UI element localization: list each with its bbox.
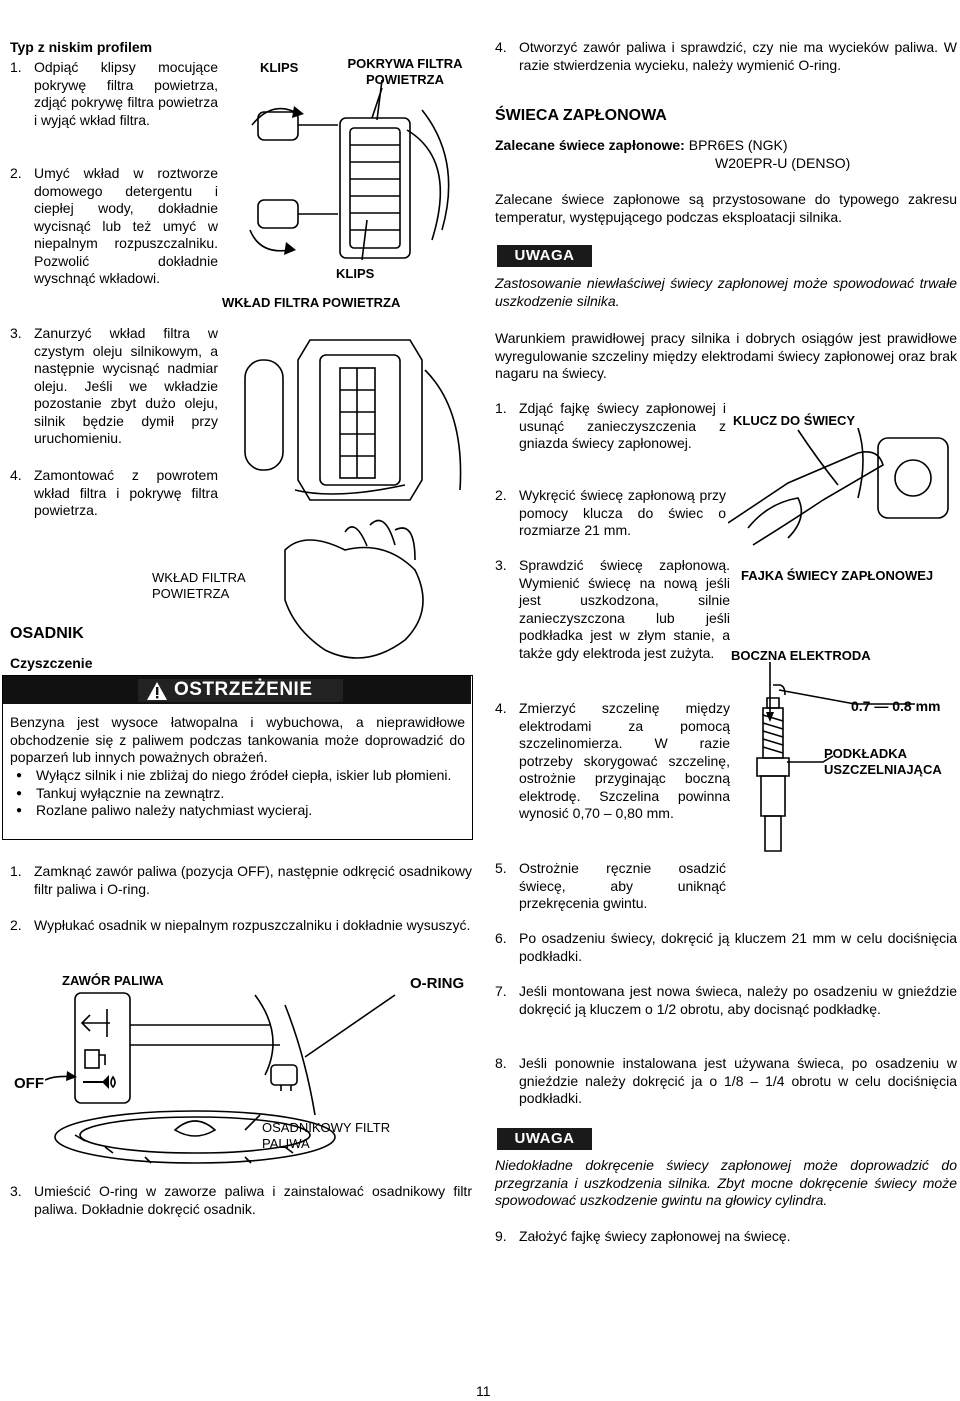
- warning-bullets: [12, 767, 476, 820]
- cleaning-subtitle: Czyszczenie: [10, 655, 93, 671]
- label-o-ring: O-RING: [410, 975, 465, 992]
- spark-plug-intro: Warunkiem prawidłowej pracy silnika i dobrych osiągów jest prawidłowe wyregulowanie szczeliny między elektrodami świecy zapłonowej oraz brak nagaru na świecy.: [495, 330, 957, 381]
- recommended-text: Zalecane świece zapłonowe są przystosowane do typowego zakresu temperatur, występującego podczas eksploatacji silnika.: [495, 191, 957, 225]
- label-filter-cover: POKRYWA FILTRA POWIETRZA: [347, 56, 463, 87]
- label-filter-element-1: WKŁAD FILTRA POWIETRZA: [222, 295, 401, 310]
- air-cleaner-cover-illustration: [232, 70, 482, 295]
- low-profile-title: Typ z niskim profilem: [10, 39, 153, 55]
- air-step-2: 2. Umyć wkład w roztworze domowego detergentu i ciepłej wody, dokładnie wycisnąć lub też umyć w niepalnym rozpuszczalniku. Pozwolić dokładnie wyschnąć wkładowi.: [10, 165, 218, 286]
- spark-step-5: 5. Ostrożnie ręcznie osadzić świecę, aby uniknąć przekręcenia gwintu.: [495, 860, 726, 911]
- spark-plug-title: ŚWIECA ZAPŁONOWA: [495, 107, 667, 124]
- label-klips-top: KLIPS: [260, 60, 299, 75]
- spark-step-7: 7. Jeśli montowana jest nowa świeca, należy po osadzeniu w gnieździe dokręcić ją kluczem o 1/2 obrotu, aby docisnąć podkładkę.: [495, 983, 957, 1017]
- warning-title: OSTRZEŻENIE: [174, 679, 313, 700]
- cup-step-4: 4. Otworzyć zawór paliwa i sprawdzić, czy nie ma wycieków paliwa. W razie stwierdzenia wycieku, należy wymienić O-ring.: [495, 39, 957, 73]
- sediment-cup-title: OSADNIK: [10, 625, 84, 642]
- label-sealing-washer: PODKŁADKA USZCZELNIAJĄCA: [824, 746, 942, 777]
- cup-step-1: 1. Zamknąć zawór paliwa (pozycja OFF), następnie odkręcić osadnikowy filtr paliwa i O-ring.: [10, 863, 472, 897]
- spark-step-1: 1. Zdjąć fajkę świecy zapłonowej i usunąć zanieczyszczenia z gniazda świecy zapłonowej.: [495, 400, 726, 451]
- label-filter-element-2: WKŁAD FILTRA POWIETRZA: [152, 570, 245, 601]
- air-step-3: 3. Zanurzyć wkład filtra w czystym oleju silnikowym, a następnie wycisnąć nadmiar oleju. Jeśli we wkładzie pozostanie zbyt dużo oleju, silnik będzie dymił przy uruchomieniu.: [10, 325, 218, 446]
- label-plug-cap: FAJKA ŚWIECY ZAPŁONOWEJ: [741, 568, 934, 583]
- cup-step-2: 2. Wypłukać osadnik w niepalnym rozpuszczalniku i dokładnie wysuszyć.: [10, 917, 471, 933]
- warning-text: Benzyna jest wysoce łatwopalna i wybuchowa, a nieprawidłowe obchodzenie się z paliwem podczas tankowania może doprowadzić do poparzeń lub innych poważnych obrażeń.: [10, 714, 465, 765]
- spark-step-9: 9. Założyć fajkę świecy zapłonowej na świecę.: [495, 1228, 791, 1244]
- label-sediment-cup: OSADNIKOWY FILTR PALIWA: [262, 1120, 391, 1151]
- page-number: 11: [476, 1383, 491, 1399]
- spark-step-2: 2. Wykręcić świecę zapłonową przy pomocy klucza do świec o rozmiarze 21 mm.: [495, 487, 726, 538]
- label-side-electrode: BOCZNA ELEKTRODA: [731, 648, 871, 663]
- notice-badge-2: UWAGA: [497, 1128, 592, 1150]
- air-step-4: 4. Zamontować z powrotem wkład filtra i pokrywę filtra powietrza.: [10, 467, 218, 518]
- warning-bullet: ● Wyłącz silnik i nie zbliżaj do niego źródeł ciepła, iskier lub płomieni.: [36, 767, 476, 785]
- notice-badge-1: UWAGA: [497, 245, 592, 267]
- spark-plug-illustration: [735, 660, 935, 855]
- label-fuel-valve: ZAWÓR PALIWA: [62, 973, 164, 988]
- recommended-plugs: Zalecane świece zapłonowe: BPR6ES (NGK): [495, 137, 788, 153]
- air-filter-element-illustration: [235, 320, 480, 675]
- warning-triangle-icon: [146, 681, 168, 701]
- warning-bullet: ● Rozlane paliwo należy natychmiast wycieraj.: [36, 802, 476, 820]
- spark-step-8: 8. Jeśli ponownie instalowana jest używana świeca, po osadzeniu w gnieździe należy dokręcić ja o 1/8 – 1/4 obrotu w celu dociśnięcia podkładki.: [495, 1055, 957, 1106]
- notice-text-2: Niedokładne dokręcenie świecy zapłonowej może doprowadzić do przegrzania i uszkodzenia silnika. Zbyt mocne dokręcenie świecy może spowodować uszkodzenie gwintu na głowicy cylindra.: [495, 1157, 957, 1208]
- notice-text-1: Zastosowanie niewłaściwej świecy zapłonowej może spowodować trwałe uszkodzenie silnika.: [495, 275, 957, 309]
- label-plug-wrench: KLUCZ DO ŚWIECY: [733, 413, 856, 428]
- label-off: OFF: [14, 1075, 44, 1092]
- label-klips-bottom: KLIPS: [336, 266, 375, 281]
- fuel-valve-illustration: [45, 985, 465, 1170]
- air-step-1: 1. Odpiąć klipsy mocujące pokrywę filtra powietrza, zdjąć pokrywę filtra powietrza i wyjąć wkład filtra.: [10, 59, 218, 128]
- recommended-plug-2: W20EPR-U (DENSO): [715, 155, 851, 171]
- spark-plug-wrench-illustration: [728, 428, 960, 548]
- warning-bullet: ● Tankuj wyłącznie na zewnątrz.: [36, 785, 476, 803]
- spark-step-6: 6. Po osadzeniu świecy, dokręcić ją kluczem 21 mm w celu dociśnięcia podkładki.: [495, 930, 957, 964]
- cup-step-3: 3. Umieścić O-ring w zaworze paliwa i zainstalować osadnikowy filtr paliwa. Dokładnie dokręcić osadnik.: [10, 1183, 472, 1217]
- spark-step-4: 4. Zmierzyć szczelinę między elektrodami za pomocą szczelinomierza. W razie potrzeby skorygować szczelinę, ostrożnie przyginając boczną elektrodę. Szczelina powinna wynosić 0,70 – 0,80 mm.: [495, 700, 730, 821]
- spark-step-3: 3. Sprawdzić świecę zapłonową. Wymienić świecę na nową jeśli jest uszkodzona, silnie zanieczyszczona lub jeśli podkładka jest w złym stanie, a także gdy elektroda jest zużyta.: [495, 557, 730, 661]
- label-electrode-gap: 0.7 — 0.8 mm: [851, 698, 941, 714]
